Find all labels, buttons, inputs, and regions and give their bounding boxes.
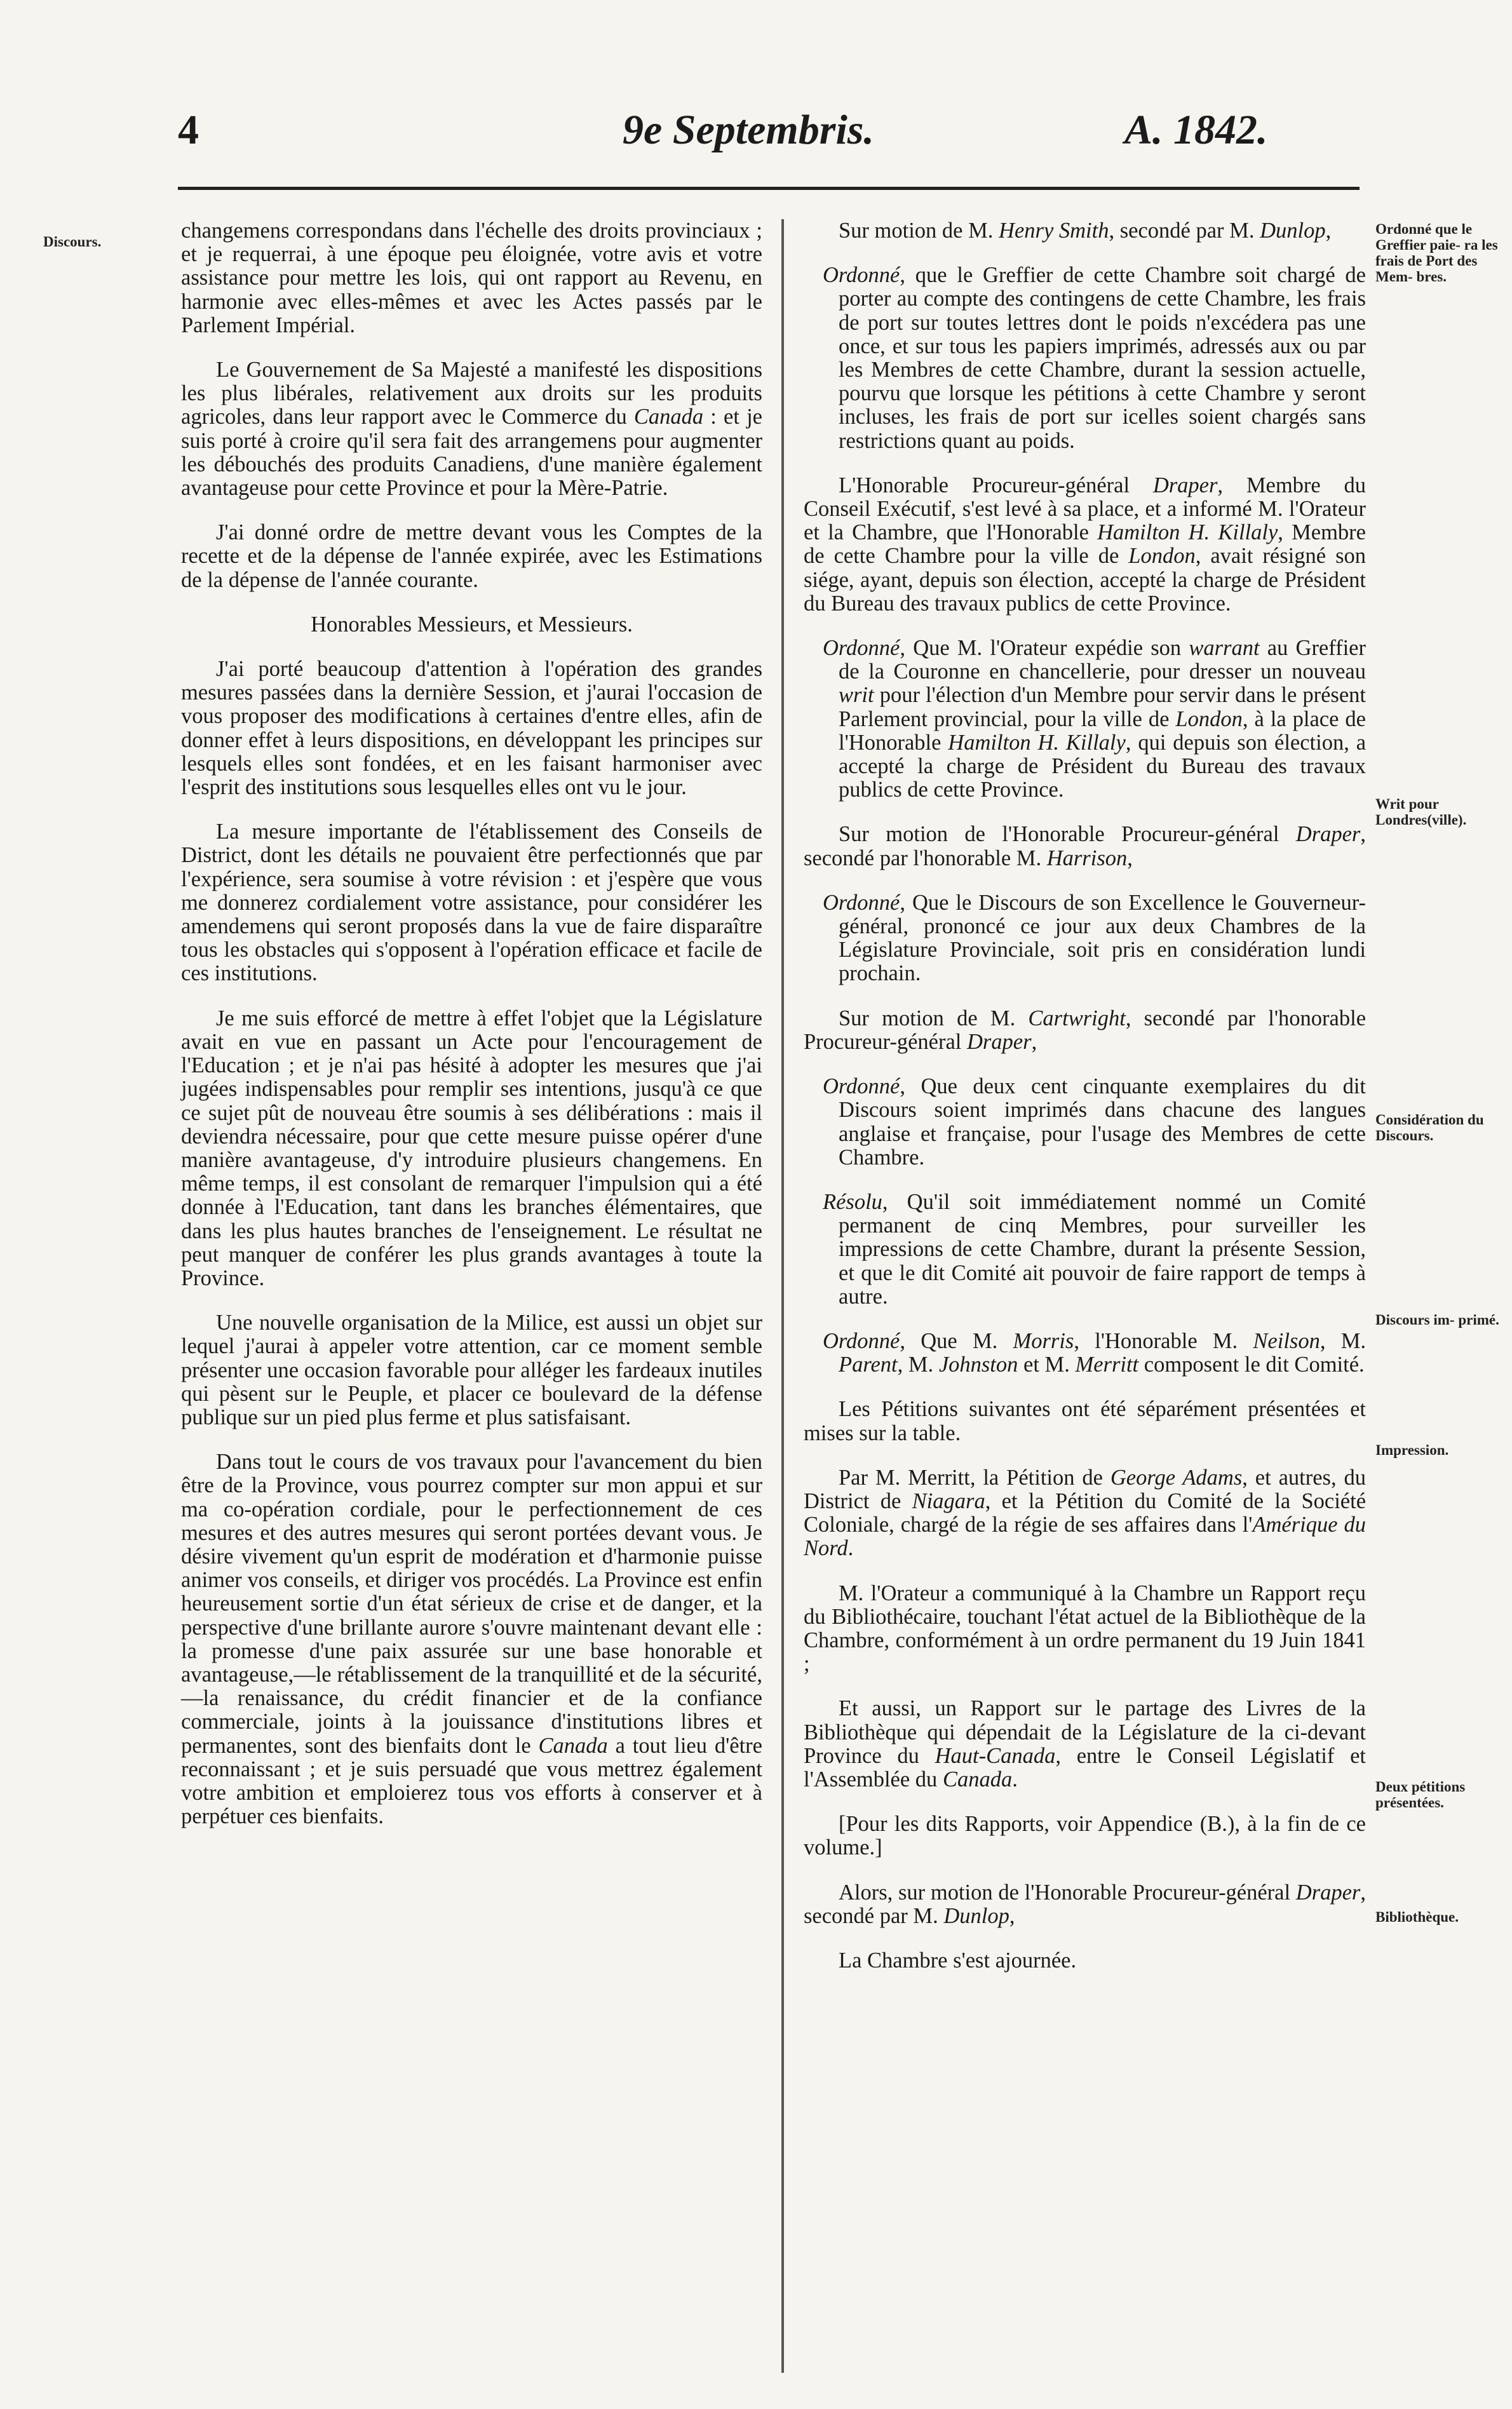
margin-note-petitions: Deux pétitions présentées. bbox=[1375, 1779, 1466, 1811]
paragraph: Par M. Merritt, la Pétition de George Adams, et autres, du District de Niagara, et la Pétition du Comité de la Société Coloniale, chargé de la régie de ses affaires dans l'Amérique du Nord. bbox=[804, 1465, 1367, 1561]
page-number: 4 bbox=[178, 107, 199, 153]
resolution-paragraph: Résolu, Qu'il soit immédiatement nommé un Comité permanent de cinq Membres, pour surveiller les impressions de cette Chambre, durant la présente Session, et que le dit Comité ait pouvoir de faire rapport de temps à autre. bbox=[823, 1189, 1366, 1309]
order-paragraph: Ordonné, Que deux cent cinquante exemplaires du dit Discours soient imprimés dans chacune des langues anglaise et française, pour l'usage des Membres de cette Chambre. bbox=[823, 1074, 1366, 1170]
paragraph: Alors, sur motion de l'Honorable Procureur-général Draper, secondé par M. Dunlop, bbox=[804, 1880, 1366, 1928]
order-paragraph: Ordonné, Que M. l'Orateur expédie son warrant au Greffier de la Couronne en chancellerie, pour dresser un nouveau writ pour l'élection d'un Membre pour servir dans le présent Parlement provincial, pour la ville de London, à la place de l'Honorable Hamilton H. Killaly, qui depuis son élection, a accepté la charge de Président du Bureau des travaux publics de cette Province. bbox=[823, 636, 1367, 802]
paragraph: J'ai porté beaucoup d'attention à l'opération des grandes mesures passées dans la dernière Session, et j'aurai l'occasion de vous proposer des modifications à certaines d'entre elles, afin de donner effet à leurs dispositions, en développant les principes sur lesquels elles sont fondées, et en les faisant harmoniser avec l'esprit des institutions sous lesquelles elles ont vu le jour. bbox=[181, 657, 762, 800]
margin-note-bibliotheque: Bibliothèque. bbox=[1375, 1909, 1459, 1925]
closing-line: La Chambre s'est ajournée. bbox=[839, 1948, 1077, 1973]
order-paragraph: Ordonné, Que le Discours de son Excellence le Gouverneur-général, prononcé ce jour aux deux Chambres de la Législature Provinciale, soit pris en considération lundi prochain. bbox=[823, 890, 1366, 986]
paragraph: Le Gouvernement de Sa Majesté a manifesté les dispositions les plus libérales, relativement aux droits sur les produits agricoles, dans leur rapport avec le Commerce du Canada : et je suis porté à croire qu'il sera fait des arrangemens pour augmenter les débouchés des produits Canadiens, d'une manière également avantageuse pour cette Province et pour la Mère-Patrie. bbox=[181, 358, 762, 501]
paragraph: Les Pétitions suivantes ont été séparément présentées et mises sur la table. bbox=[804, 1397, 1366, 1445]
paragraph: Une nouvelle organisation de la Milice, est aussi un objet sur lequel j'aurai à appeler votre attention, car ce moment semble présenter une occasion favorable pour alléger les fardeaux inutiles qui pèsent sur le Peuple, et placer ce boulevard de la défense publique sur un pied plus ferme et plus satisfaisant. bbox=[181, 1311, 762, 1429]
header-year: A. 1842. bbox=[1124, 107, 1268, 153]
section-heading: Honorables Messieurs, et Messieurs. bbox=[311, 612, 633, 637]
header-date: 9e Septembris. bbox=[623, 107, 874, 153]
paragraph: Dans tout le cours de vos travaux pour l'avancement du bien être de la Province, vous pourrez compter sur mon appui et sur ma co-opération cordiale, pour le perfectionnement de ces mesures et des autres mesures qui seront portées devant vous. Je désire vivement qu'un esprit de modération et d'harmonie puisse animer vos conseils, et diriger vos procédés. La Province est enfin heureusement sortie d'un état sérieux de crise et de danger, et la perspective d'une brillante aurore s'ouvre maintenant devant elle : la promesse d'une paix assurée sur une base honorable et avantageuse,—le rétablissement de la tranquillité et de la sécurité,—la renaissance, du crédit financier et de la confiance commerciale, joints à la jouissance d'institutions libres et permanentes, sont des bienfaits dont le Canada a tout lieu d'être reconnaissant ; et je suis persuadé que vous mettrez également votre ambition et emploierez tous vos efforts à conserver et à perpétuer ces bienfaits. bbox=[181, 1450, 762, 1829]
paragraph: [Pour les dits Rapports, voir Appendice (B.), à la fin de ce volume.] bbox=[804, 1812, 1366, 1860]
margin-note-discours-imprime: Discours im- primé. bbox=[1375, 1312, 1499, 1328]
paragraph: J'ai donné ordre de mettre devant vous les Comptes de la recette et de la dépense de l'année expirée, avec les Estimations de la dépense de l'année courante. bbox=[181, 520, 762, 592]
page-header bbox=[178, 95, 1366, 165]
paragraph: Je me suis efforcé de mettre à effet l'objet que la Législature avait en vue en passant un Acte pour l'encouragement de l'Education ; et je n'ai pas hésité à adopter les mesures que j'ai jugées indispensables pour remplir ses intentions, jusqu'à ce que ce sujet pût de nouveau être soumis à ses délibérations : mais il deviendra nécessaire, pour que cette mesure puisse opérer d'une manière avantageuse, d'y introduire plusieurs changemens. En même temps, il est consolant de remarquer l'impulsion qui a été donnée à l'Education, tant dans les branches élémentaires, que dans les plus hautes branches de l'enseignement. Le résultat ne peut manquer de conférer les plus grands avantages à toute la Province. bbox=[181, 1006, 762, 1290]
paragraph: Sur motion de l'Honorable Procureur-général Draper, secondé par l'honorable M. Harrison, bbox=[804, 822, 1366, 870]
margin-note-frais-de-port: Ordonné que le Greffier paie- ra les frais de Port des Mem- bres. bbox=[1375, 221, 1498, 285]
paragraph: L'Honorable Procureur-général Draper, Membre du Conseil Exécutif, s'est levé à sa place, et a informé M. l'Orateur et la Chambre, que l'Honorable Hamilton H. Killaly, Membre de cette Chambre pour la ville de London, avait résigné son siége, ayant, depuis son élection, accepté la charge de Président du Bureau des travaux publics de cette Province. bbox=[804, 473, 1366, 616]
margin-note-consideration: Considération du Discours. bbox=[1375, 1112, 1484, 1144]
paragraph: Et aussi, un Rapport sur le partage des Livres de la Bibliothèque qui dépendait de la Législature de la ci-devant Province du Haut-Canada, entre le Conseil Législatif et l'Assemblée du Canada. bbox=[804, 1696, 1367, 1792]
left-column bbox=[181, 219, 762, 1849]
order-paragraph: Ordonné, Que M. Morris, l'Honorable M. Neilson, M. Parent, M. Johnston et M. Merritt composent le dit Comité. bbox=[823, 1328, 1367, 1377]
order-paragraph: Ordonné, que le Greffier de cette Chambre soit chargé de porter au compte des contingens de cette Chambre, les frais de port sur toutes lettres dont le poids n'excédera pas une once, et sur tous les papiers imprimés, adressés aux ou par les Membres de cette Chambre, durant la session actuelle, pourvu que lorsque les pétitions à cette Chambre y seront incluses, les frais de port sur icelles soient chargés sans restrictions quant au poids. bbox=[823, 263, 1366, 453]
paragraph: changemens correspondans dans l'échelle des droits provinciaux ; et je requerrai, à une époque peu éloignée, votre avis et votre assistance pour mettre les lois, qui ont rapport au Revenu, en harmonie avec elles-mêmes et avec les Actes passés par le Parlement Impérial. bbox=[181, 219, 762, 337]
paragraph: Sur motion de M. Henry Smith, secondé par M. Dunlop, bbox=[839, 219, 1332, 243]
column-divider bbox=[781, 219, 784, 2373]
margin-note-writ: Writ pour Londres(ville). bbox=[1375, 796, 1467, 828]
margin-note-impression: Impression. bbox=[1375, 1442, 1449, 1458]
margin-note-discours: Discours. bbox=[43, 234, 102, 250]
right-column bbox=[804, 219, 1366, 1994]
header-rule bbox=[178, 187, 1360, 190]
paragraph: M. l'Orateur a communiqué à la Chambre un Rapport reçu du Bibliothécaire, touchant l'état actuel de la Bibliothèque de la Chambre, conformément à un ordre permanent du 19 Juin 1841 ; bbox=[804, 1581, 1366, 1677]
paragraph: Sur motion de M. Cartwright, secondé par l'honorable Procureur-général Draper, bbox=[804, 1006, 1367, 1054]
paragraph: La mesure importante de l'établissement des Conseils de District, dont les détails ne pouvaient être perfectionnés que par l'expérience, sera soumise à votre révision : et j'espère que vous me donnerez cordialement votre assistance, pour considérer les amendemens qui seront proposés dans la vue de faire disparaître tous les obstacles qui s'opposent à l'opération efficace et facile de ces institutions. bbox=[181, 820, 762, 986]
